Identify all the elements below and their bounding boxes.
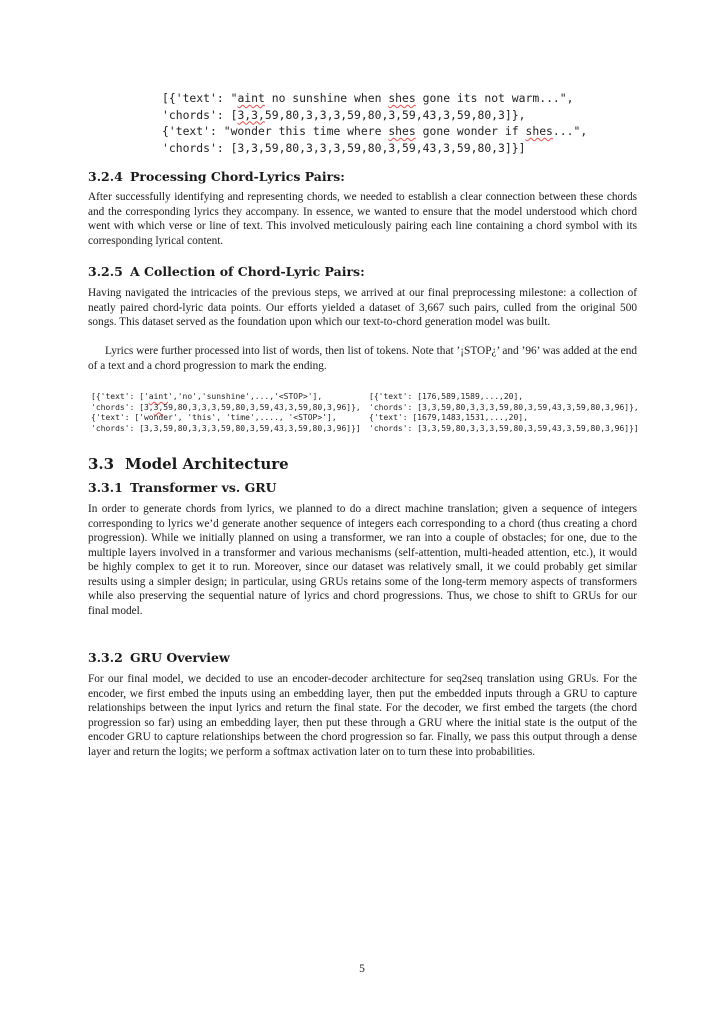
code-line: {'text': ['wonder', 'this', 'time',...., '<STOP>'], bbox=[91, 413, 337, 423]
spellcheck-word: shes bbox=[388, 91, 416, 105]
code-line: 'chords': [3,3,59,80,3,3,3,59,80,3,59,43,3,59,80,3]}, bbox=[162, 107, 526, 122]
code-line: 'chords': [3,3,59,80,3,3,3,59,80,3,59,43,3,59,80,3,96]}] bbox=[369, 423, 639, 433]
code-line: 'chords': [3,3,59,80,3,3,3,59,80,3,59,43,3,59,80,3,96]}, bbox=[91, 402, 361, 412]
spellcheck-word: shes bbox=[388, 124, 416, 138]
paragraph-processing-pairs: After successfully identifying and representing chords, we needed to establish a clear connection between these chords and the corresponding lyrics they accompany. In essence, we wanted to ensure that the model understood which chord went with which verse or line of text. This involved meticulously pairing each line containing a chord symbol with its corresponding lyrical content. bbox=[88, 191, 637, 247]
code-line: [{'text': ['aint','no','sunshine',...,'<STOP>'], bbox=[91, 392, 323, 401]
page-number: 5 bbox=[359, 963, 365, 975]
code-line: {'text': [1679,1483,1531,...,20], bbox=[369, 413, 528, 423]
paragraph-collection-pairs: Having navigated the intricacies of the previous steps, we arrived at our final preprocessing milestone: a collection of neatly paired chord-lyric data points. Our efforts yielded a dataset of 3,667 such pairs, culled from the original 500 songs. This dataset served as the foundation upon which our text-to-chord generation model was built. bbox=[88, 287, 637, 328]
section-heading-3-3: 3.3 Model Architecture bbox=[88, 455, 289, 473]
code-block-token-lists bbox=[369, 392, 639, 434]
code-line: {'text': "wonder this time where shes gone wonder if shes...", bbox=[162, 124, 588, 138]
spellcheck-word: aint bbox=[237, 91, 265, 105]
spellcheck-word: 3,3, bbox=[237, 107, 265, 122]
section-heading-3-2-5: 3.2.5 A Collection of Chord-Lyric Pairs: bbox=[88, 264, 365, 279]
code-block-chord-example bbox=[162, 90, 587, 156]
section-heading-3-2-4: 3.2.4 Processing Chord-Lyrics Pairs: bbox=[88, 169, 345, 184]
spellcheck-word: 3, bbox=[153, 402, 164, 412]
paragraph-transformer-vs-gru: In order to generate chords from lyrics, we planned to do a direct machine translation; given a sequence of integers corresponding to lyrics we’d generate another sequence of integers each corresponding to a chord (thus creating a chord progression). While we initially planned on using a transformer, we ran into a couple of obstacles; for one, due to the multiple layers involved in a transformer and various mechanisms (self-attention, multi-headed attention, etc.), it would be highly complex to get it to run. Moreover, since our dataset was relatively small, it we could probably get similar results using a simpler design; in particular, using GRUs retains some of the long-term memory aspects of transformers while also preserving the sequential nature of lyrics and chord progressions. Thus, we chose to shift to GRUs for our final model. bbox=[88, 503, 637, 617]
paragraph-gru-overview: For our final model, we decided to use an encoder-decoder architecture for seq2seq translation using GRUs. For the encoder, we first embed the inputs using an embedding layer, then put the embedded inputs through a GRU to capture relationships between the input lyrics and return the final state. For the decoder, we first embed the targets (the chord progression so far) using an embedding layer, then put these through a GRU where the initial state is the output of the encoder GRU to capture relationships between the chord progression so far. Finally, we pass this output through a dense layer and return the logits; we perform a softmax activation later on to turn these into probabilities. bbox=[88, 673, 637, 758]
code-line: 'chords': [3,3,59,80,3,3,3,59,80,3,59,43,3,59,80,3]}] bbox=[162, 140, 526, 155]
code-line: [{'text': "aint no sunshine when shes gone its not warm...", bbox=[162, 91, 574, 105]
section-heading-3-3-2: 3.3.2 GRU Overview bbox=[88, 650, 230, 665]
code-line: 'chords': [3,3,59,80,3,3,3,59,80,3,59,43,3,59,80,3,96]}, bbox=[369, 402, 639, 412]
section-heading-3-3-1: 3.3.1 Transformer vs. GRU bbox=[88, 480, 277, 495]
paragraph-tokenization: Lyrics were further processed into list of words, then list of tokens. Note that ’¡STOP¿’ and ’96’ was added at the end of a text and a chord progression to mark the ending. bbox=[88, 345, 637, 372]
code-block-word-lists bbox=[91, 392, 361, 434]
spellcheck-word: shes bbox=[525, 124, 553, 138]
spellcheck-word: aint bbox=[148, 392, 169, 401]
code-line: [{'text': [176,589,1589,...,20], bbox=[369, 392, 524, 401]
code-line: 'chords': [3,3,59,80,3,3,3,59,80,3,59,43,3,59,80,3,96]}] bbox=[91, 423, 361, 433]
